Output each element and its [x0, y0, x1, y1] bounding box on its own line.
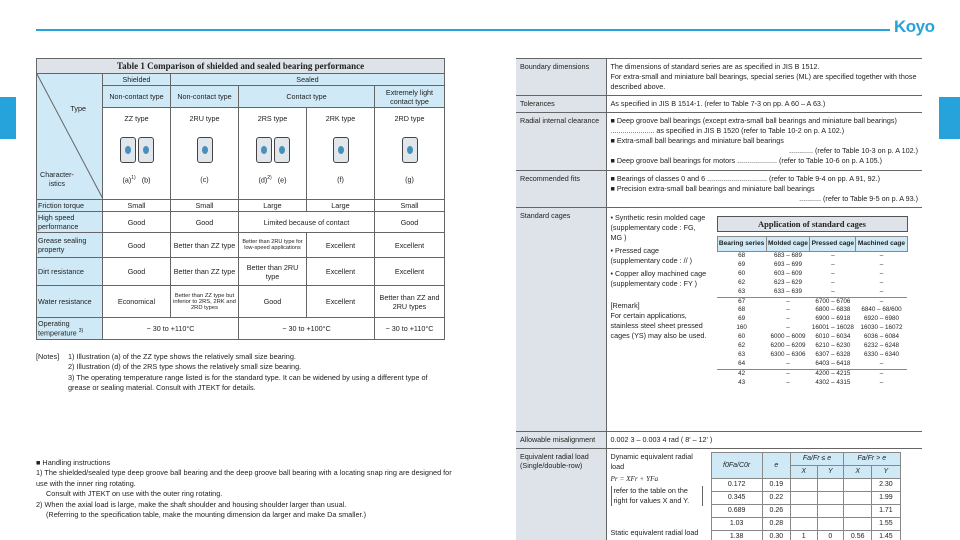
cell: Small: [171, 200, 239, 212]
fig-b: (b): [141, 175, 151, 185]
cell: –: [786, 369, 790, 377]
shielded-header: Shielded: [103, 74, 171, 86]
cell: 6010 – 6034: [815, 333, 851, 341]
cell: [844, 479, 872, 492]
cell: [790, 518, 817, 531]
cell: [817, 518, 844, 531]
row-label: Friction torque: [37, 200, 103, 212]
cell: –: [879, 297, 884, 305]
lt-header: f0Fa/C0r: [711, 453, 762, 479]
type-corner-cell: [37, 74, 103, 200]
handling-block: [36, 458, 456, 520]
cell: –: [879, 252, 884, 259]
table-row: [717, 252, 907, 261]
cell: 6036 – 6084: [863, 333, 899, 341]
cell: –: [879, 359, 884, 367]
spec-value: [606, 113, 922, 171]
cell: [817, 492, 844, 505]
noncontact-header-1: Non-contact type: [103, 86, 171, 108]
table-row: [717, 379, 907, 388]
cell: − 30 to +100°C: [239, 318, 375, 340]
cell: Better than ZZ and 2RU types: [375, 286, 445, 318]
cell: 6403 – 6418: [815, 359, 851, 367]
dynamic-label: Dynamic equivalent radial load: [610, 452, 693, 471]
cell: 6920 – 6980: [863, 315, 899, 323]
cell: 43: [738, 378, 746, 386]
clearance-line: ............ (refer to Table 10-3 on p. A 102.): [789, 146, 918, 155]
row-label: High speed performance: [37, 212, 103, 233]
cell: [817, 505, 844, 518]
cell: 63: [738, 287, 746, 295]
spec-value: [606, 208, 922, 432]
cell: 6307 – 6328: [815, 350, 851, 358]
cell: Good: [239, 286, 307, 318]
cell: 603 – 609: [773, 269, 802, 277]
cell: 6000 – 6009: [770, 333, 806, 341]
table-row: [717, 342, 907, 351]
cell: 6800 – 6838: [815, 306, 851, 314]
spec-key: Allowable misalignment: [516, 432, 606, 449]
bearing-g-illustration: [402, 137, 418, 163]
spec-key: Equivalent radial load (Single/double-row): [516, 449, 606, 540]
table-row: [717, 369, 907, 378]
cell: –: [879, 378, 884, 386]
cell: 6210 – 6230: [815, 342, 851, 350]
handling-item: 2) When the axial load is large, make the shaft shoulder and housing shoulder larger than usual.: [36, 499, 347, 509]
cell: Excellent: [375, 258, 445, 286]
table-row: [717, 306, 907, 315]
cell: 1: [790, 531, 817, 540]
cell: 60: [738, 333, 746, 341]
cell: 2.30: [872, 479, 900, 492]
clearance-line: ■ Deep groove ball bearings (except extra-small ball bearings and miniature ball bearings) ...................... as specified in JIS B 1520 (refer to Table 10-2 on p. A 102.): [610, 116, 897, 135]
cage-col-header: Molded cage: [766, 237, 810, 252]
cell: 42: [738, 369, 746, 377]
cage-table-wrap: [717, 211, 908, 388]
spec-value: 0.002 3 – 0.003 4 rad ( 8′ – 12′ ): [606, 432, 922, 449]
fits-line: ■ Bearings of classes 0 and 6 .............................. (refer to Table 9-4 on pp. A 91, 92.): [610, 174, 880, 183]
cell: [817, 479, 844, 492]
cell: 6900 – 6918: [815, 315, 851, 323]
cell: 69: [738, 315, 746, 323]
table-row: [37, 200, 445, 212]
spec-row: [516, 113, 922, 171]
cell: [790, 505, 817, 518]
cell: Good: [103, 233, 171, 258]
table-row: [717, 333, 907, 342]
cell: 1.71: [872, 505, 900, 518]
cell: 0.172: [711, 479, 762, 492]
load-factor-table: [711, 452, 901, 540]
cell: Excellent: [307, 258, 375, 286]
cell: Economical: [103, 286, 171, 318]
table-row: [37, 258, 445, 286]
cell: 62: [738, 342, 746, 350]
fits-line: ........... (refer to Table 9-5 on p. A 93.): [799, 194, 918, 203]
table-row: [711, 518, 900, 531]
model-zz: ZZ type: [124, 114, 149, 123]
cell: 16001 – 16028: [811, 324, 854, 332]
cell: 6840 – 68/600: [861, 306, 902, 314]
lt-header: Fa/Fr ≤ e: [790, 453, 843, 466]
cell: 0.22: [762, 492, 790, 505]
table-row: [717, 315, 907, 324]
bearing-a-illustration: [120, 137, 136, 163]
table-row: [717, 297, 907, 306]
cage-remark: [Remark] For certain applications, stainless steel sheet pressed cages (YS) may also be used.: [610, 301, 707, 340]
cell: –: [831, 252, 835, 259]
cell: Excellent: [307, 286, 375, 318]
cell: 6330 – 6340: [863, 350, 899, 358]
note-item: 1) Illustration (a) of the ZZ type shows the relatively small size bearing.: [68, 352, 296, 361]
bearing-b-illustration: [138, 137, 154, 163]
notes-title: [Notes]: [36, 352, 60, 361]
cell: –: [879, 369, 884, 377]
type-label: Type: [70, 104, 86, 113]
cell: Small: [103, 200, 171, 212]
cell: 6200 – 6209: [770, 342, 806, 350]
note-item: 2) Illustration (d) of the 2RS type shows the relatively small size bearing.: [68, 362, 302, 372]
lt-x: X: [844, 466, 872, 479]
table-row: [717, 279, 907, 288]
cell: 16030 – 16072: [860, 324, 903, 332]
cell: [844, 492, 872, 505]
table-row: [37, 286, 445, 318]
spec-key: Radial internal clearance: [516, 113, 606, 171]
row-label: [37, 318, 103, 340]
left-edge-tab: [0, 97, 16, 139]
cell: –: [786, 359, 790, 367]
op-temp-label: Operating temperature: [38, 319, 77, 338]
rk-cell: [307, 108, 375, 200]
cell: 0.345: [711, 492, 762, 505]
table-row: [717, 360, 907, 369]
model-2rd: 2RD type: [394, 114, 425, 123]
cell: 0: [817, 531, 844, 540]
cell: –: [786, 378, 790, 386]
cell: –: [879, 287, 884, 295]
cage-col-header: Bearing series: [717, 237, 766, 252]
spec-row: [516, 59, 922, 96]
cell: 4200 – 4215: [815, 369, 851, 377]
cell: 0.26: [762, 505, 790, 518]
notes-block: [36, 352, 446, 394]
spec-key: Recommended fits: [516, 171, 606, 208]
fig-d: (d): [258, 175, 268, 185]
cell: Better than 2RU type for low-speed applications: [239, 233, 307, 258]
cell: 4302 – 4315: [815, 378, 851, 386]
cell: –: [831, 278, 835, 286]
cell: –: [831, 287, 835, 295]
cell: Good: [171, 212, 239, 233]
handling-item: 1) The shielded/sealed type deep groove ball bearing and the deep groove ball bearing with a locating snap ring are designed for use with the inner ring rotating.: [36, 468, 452, 488]
comparison-table: [36, 58, 445, 340]
cell: Better than 2RU type: [239, 258, 307, 286]
cage-table-title: Application of standard cages: [717, 216, 908, 232]
handling-item: (Referring to the specification table, make the mounting dimension da larger and make Da smaller.): [46, 510, 367, 520]
table-row: [711, 531, 900, 540]
note-item: 3) The operating temperature range listed is for the standard type. It can be widened by using a different type of grease or sealing material. Consult with JTEKT for details.: [68, 372, 428, 393]
brand-logo: Koyo: [894, 17, 935, 36]
cell: Excellent: [307, 233, 375, 258]
cell: [790, 479, 817, 492]
cell: Large: [239, 200, 307, 212]
cell: 0.56: [844, 531, 872, 540]
contact-header: Contact type: [239, 86, 375, 108]
cell: –: [879, 278, 884, 286]
lt-y: Y: [817, 466, 844, 479]
cell: 6300 – 6306: [770, 350, 806, 358]
table-row: [717, 261, 907, 270]
cell: 633 – 639: [773, 287, 802, 295]
cell: [844, 518, 872, 531]
lt-y: Y: [872, 466, 900, 479]
load-formula: Pr = XFr + YFa: [610, 475, 659, 483]
sealed-header: Sealed: [171, 74, 445, 86]
ru-cell: [171, 108, 239, 200]
cell: –: [786, 324, 790, 332]
table-row: [717, 324, 907, 333]
cell: 693 – 699: [773, 260, 802, 268]
op-temp-sup: 3): [78, 328, 84, 335]
cell: Excellent: [375, 233, 445, 258]
model-2rs: 2RS type: [257, 114, 288, 123]
row-label: Water resistance: [37, 286, 103, 318]
cell: Small: [375, 200, 445, 212]
handling-item: Consult with JTEKT on use with the outer ring rotating.: [46, 489, 223, 499]
cell: [844, 505, 872, 518]
static-label: Static equivalent radial load: [610, 528, 699, 537]
row-label: Grease sealing property: [37, 233, 103, 258]
cell: Better than ZZ type: [171, 233, 239, 258]
cell: 683 – 689: [773, 252, 802, 259]
spec-row: [516, 171, 922, 208]
zz-cell: [103, 108, 171, 200]
bearing-e-illustration: [274, 137, 290, 163]
table-row: [711, 505, 900, 518]
cage-table: [717, 236, 908, 388]
cell: 64: [738, 359, 746, 367]
clearance-line: ■ Extra-small ball bearings and miniature ball bearings: [610, 136, 784, 145]
rs-cell: [239, 108, 307, 200]
cell: –: [879, 269, 884, 277]
spec-table: [516, 58, 922, 540]
cage-col-header: Pressed cage: [810, 237, 856, 252]
cell: –: [786, 315, 790, 323]
cell: 0.689: [711, 505, 762, 518]
lt-header: Fa/Fr > e: [844, 453, 900, 466]
table-row: [711, 492, 900, 505]
cell: 60: [738, 269, 746, 277]
cell: 0.19: [762, 479, 790, 492]
cell: –: [831, 260, 835, 268]
cell: 1.99: [872, 492, 900, 505]
spec-value: [606, 171, 922, 208]
spec-row: [516, 432, 922, 449]
light-contact-header: Extremely light contact type: [375, 86, 445, 108]
cell: –: [831, 269, 835, 277]
fig-a: (a): [122, 175, 132, 185]
cell: Better than ZZ type: [171, 258, 239, 286]
table-row: [717, 351, 907, 360]
fits-line: ■ Precision extra-small ball bearings and miniature ball bearings: [610, 184, 815, 193]
cell: Limited because of contact: [239, 212, 375, 233]
cage-col-header: Machined cage: [856, 237, 907, 252]
cell: 63: [738, 350, 746, 358]
bearing-d-illustration: [256, 137, 272, 163]
fig-d-sup: 2): [267, 175, 272, 181]
cell: 68: [738, 252, 746, 259]
cell: 6700 – 6706: [815, 297, 851, 305]
lt-header: e: [762, 453, 790, 479]
lt-x: X: [790, 466, 817, 479]
spec-key: Standard cages: [516, 208, 606, 432]
cell: Better than ZZ type but inferior to 2RS, 2RK and 2RD types: [171, 286, 239, 318]
cell: 6232 – 6248: [863, 342, 899, 350]
spec-value: [606, 449, 922, 540]
cell: − 30 to +110°C: [103, 318, 239, 340]
cell: 160: [736, 324, 747, 332]
cell: 69: [738, 260, 746, 268]
spec-value: The dimensions of standard series are as specified in JIS B 1512. For extra-small and miniature ball bearings, special series (ML) are specified together with those described above.: [606, 59, 922, 96]
characteristics-label: Character- istics: [40, 170, 74, 188]
cell: –: [879, 260, 884, 268]
fig-c: (c): [200, 175, 209, 184]
cell: Good: [103, 212, 171, 233]
cell: Good: [103, 258, 171, 286]
header-rule: [36, 29, 890, 31]
cell: 1.03: [711, 518, 762, 531]
cell: 62: [738, 278, 746, 286]
cell: 1.55: [872, 518, 900, 531]
bearing-f-illustration: [333, 137, 349, 163]
cage-bullet: • Copper alloy machined cage (supplementary code : FY ): [610, 269, 707, 288]
cell: 0.28: [762, 518, 790, 531]
model-2rk: 2RK type: [325, 114, 356, 123]
load-refer: refer to the table on the right for values X and Y.: [611, 486, 703, 506]
spec-value: As specified in JIS B 1514-1. (refer to Table 7-3 on pp. A 60 – A 63.): [606, 96, 922, 113]
model-2ru: 2RU type: [189, 114, 220, 123]
table-row: [717, 270, 907, 279]
table-row: [37, 212, 445, 233]
cell: Good: [375, 212, 445, 233]
cell: [790, 492, 817, 505]
cell: –: [786, 297, 790, 305]
fig-g: (g): [405, 175, 414, 184]
fig-f: (f): [337, 175, 344, 184]
cell: 1.45: [872, 531, 900, 540]
cell: 1.38: [711, 531, 762, 540]
row-label: Dirt resistance: [37, 258, 103, 286]
spec-row: [516, 96, 922, 113]
cage-notes: [611, 211, 709, 388]
cell: 68: [738, 306, 746, 314]
cell: − 30 to +110°C: [375, 318, 445, 340]
handling-title: ■ Handling instructions: [36, 458, 111, 467]
rd-cell: [375, 108, 445, 200]
spec-row: [516, 208, 922, 432]
fig-a-sup: 1): [131, 175, 136, 181]
cell: 67: [738, 297, 746, 305]
table-caption: Table 1 Comparison of shielded and sealed bearing performance: [37, 59, 445, 74]
spec-key: Tolerances: [516, 96, 606, 113]
table-row: [37, 318, 445, 340]
cell: Large: [307, 200, 375, 212]
right-edge-tab: [939, 97, 960, 139]
cell: –: [786, 306, 790, 314]
cage-bullet: • Pressed cage (supplementary code : // ): [610, 246, 692, 265]
fig-e: (e): [277, 175, 287, 185]
cell: 623 – 629: [773, 278, 802, 286]
cage-bullet: • Synthetic resin molded cage (supplementary code : FG, MG ): [610, 213, 706, 242]
table-row: [711, 479, 900, 492]
clearance-line: ■ Deep groove ball bearings for motors .................... (refer to Table 10-6 on p. A 105.): [610, 156, 882, 165]
spec-key: Boundary dimensions: [516, 59, 606, 96]
table-row: [717, 288, 907, 297]
noncontact-header-2: Non-contact type: [171, 86, 239, 108]
bearing-c-illustration: [197, 137, 213, 163]
spec-row: [516, 449, 922, 540]
table-row: [37, 233, 445, 258]
cell: 0.30: [762, 531, 790, 540]
